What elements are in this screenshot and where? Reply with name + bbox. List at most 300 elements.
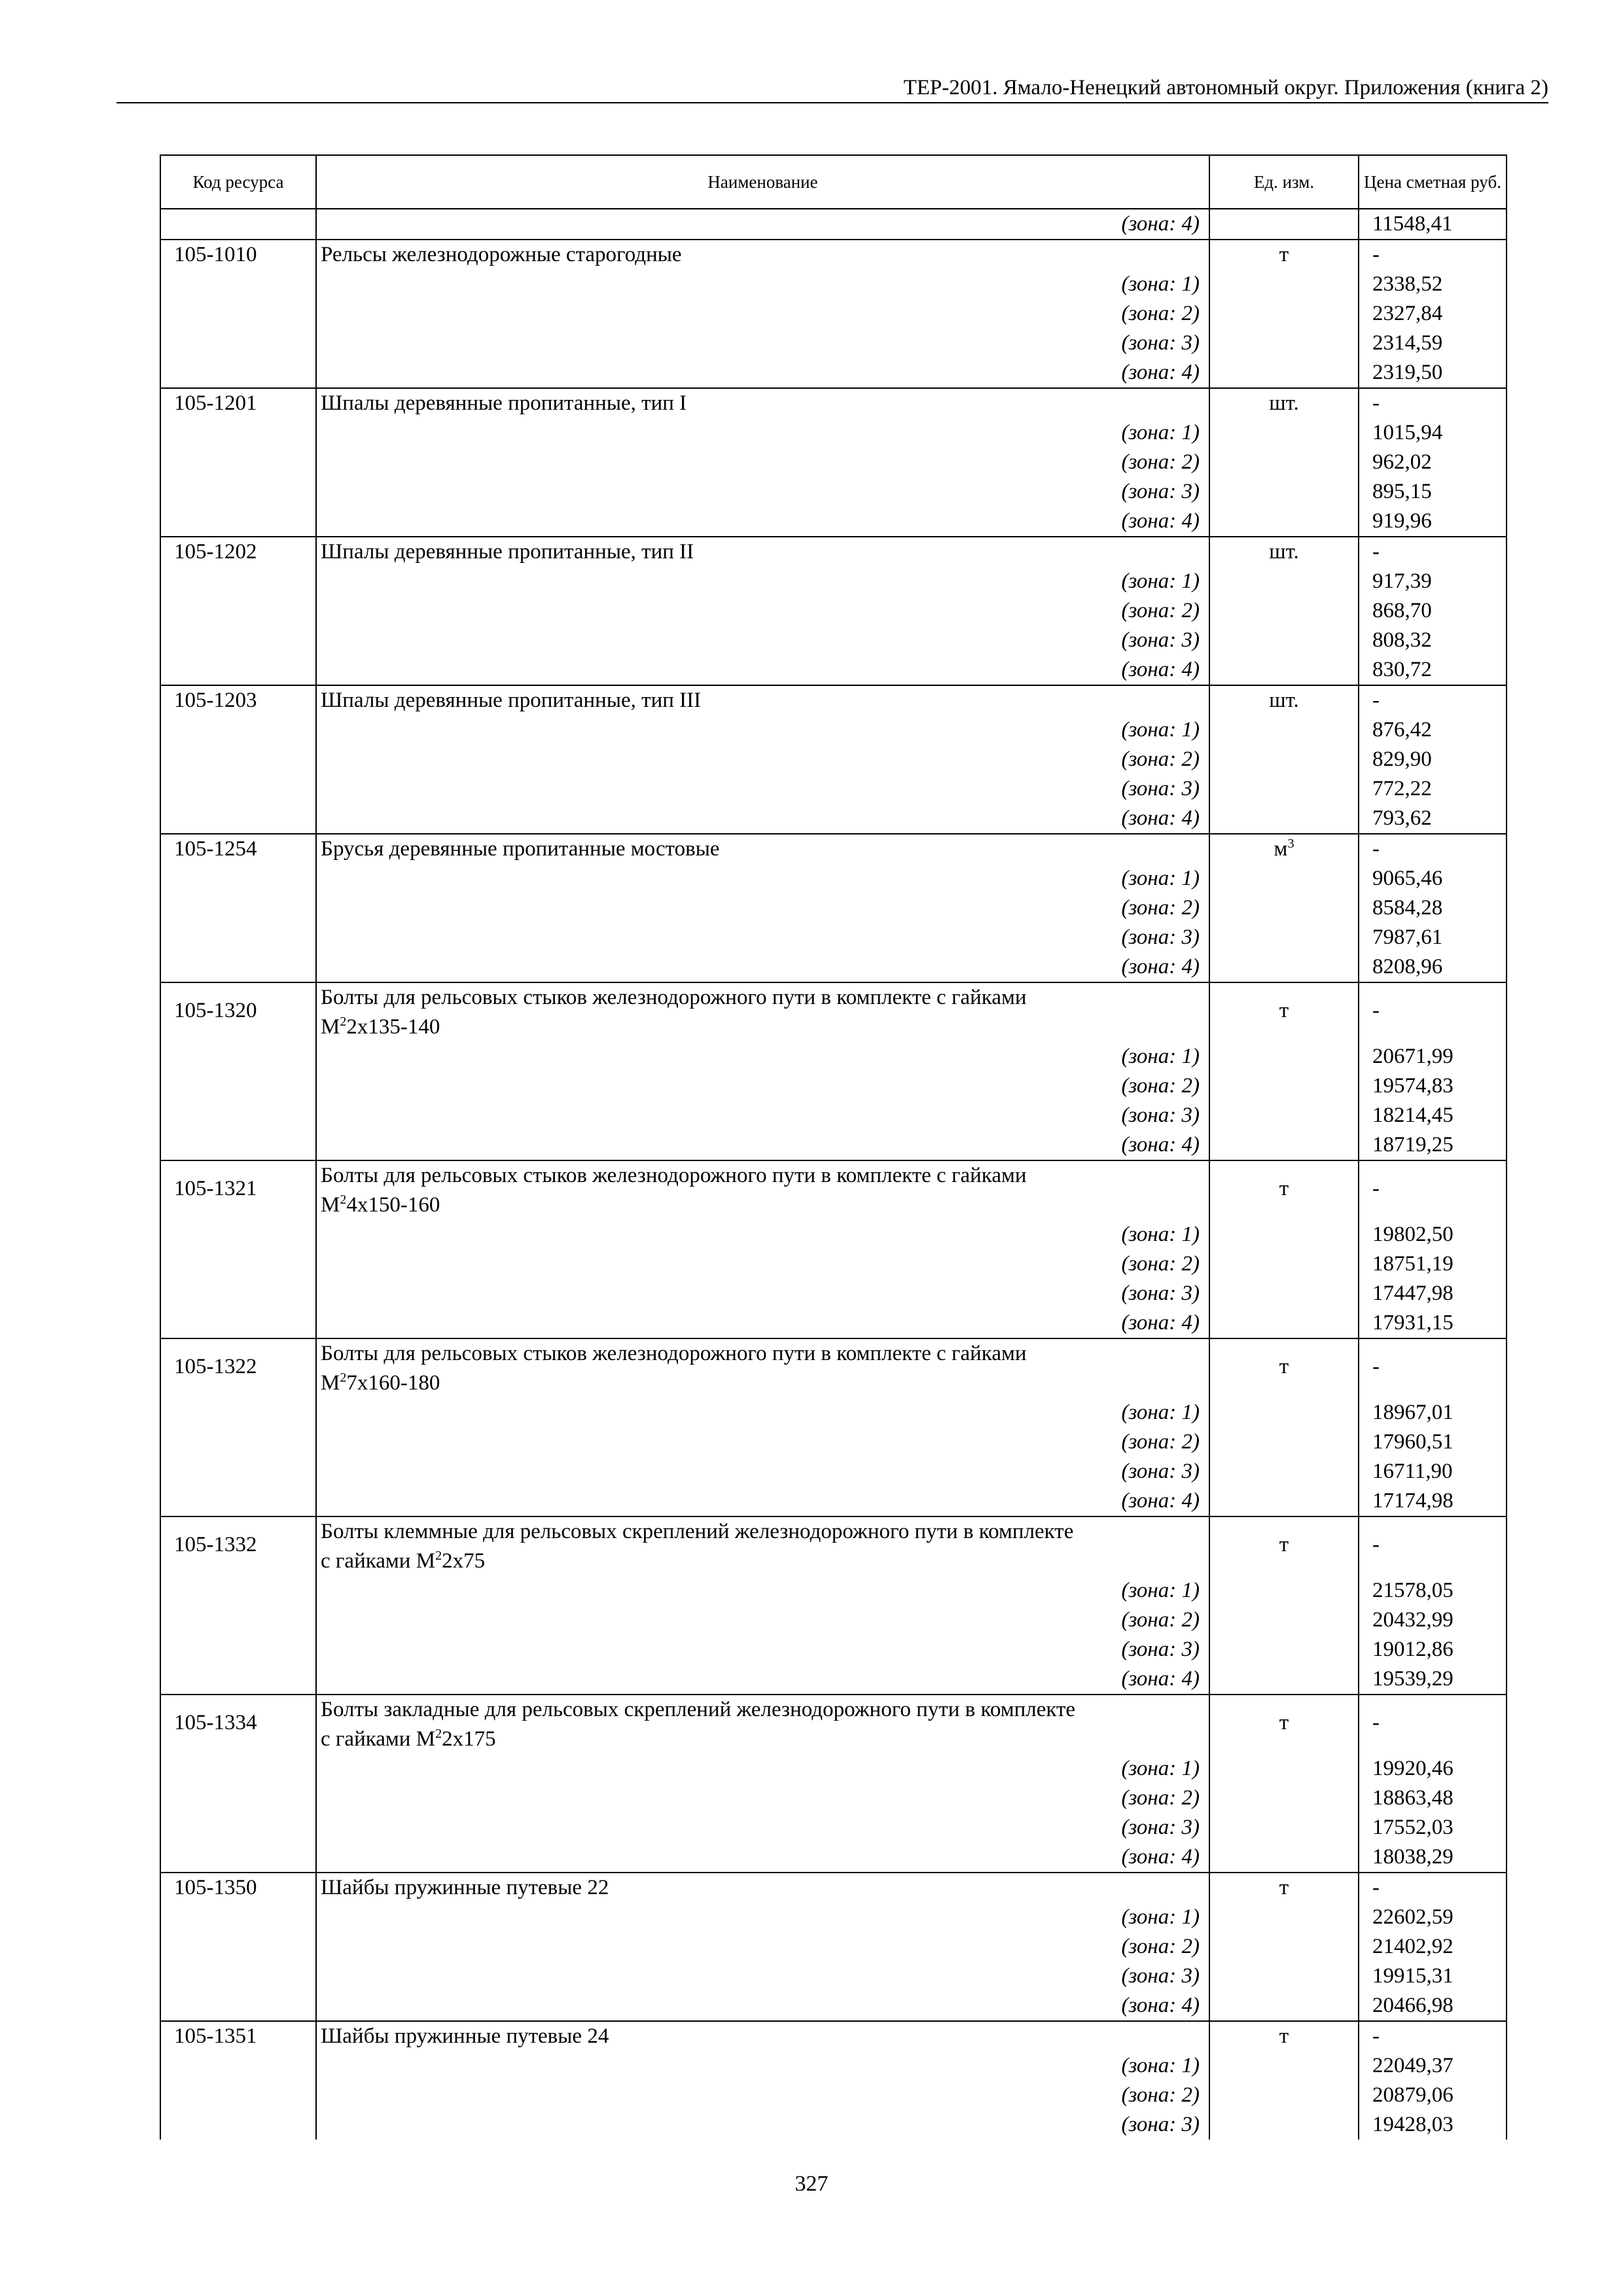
resource-name-line1: Болты для рельсовых стыков железнодорожного пути в комплекте с гайками — [321, 1164, 1027, 1187]
zone-label: (зона: 2) — [316, 1071, 1209, 1101]
price-value: 829,90 — [1359, 745, 1507, 774]
zone-label: (зона: 1) — [316, 1220, 1209, 1249]
table-row — [160, 537, 1507, 567]
zone-row — [160, 1220, 1507, 1249]
price-value: 2338,52 — [1359, 270, 1507, 299]
cell-unit — [1209, 2051, 1359, 2081]
cell-code — [160, 1486, 316, 1516]
cell-code — [160, 893, 316, 923]
resource-name-line2 — [321, 1725, 1205, 1754]
cell-code — [160, 745, 316, 774]
cell-code — [160, 1813, 316, 1842]
table-row — [160, 240, 1507, 270]
unit-text: т — [1279, 1533, 1289, 1556]
price-value: 17931,15 — [1359, 1308, 1507, 1338]
zone-row — [160, 567, 1507, 596]
cell-code — [160, 1754, 316, 1784]
cell-unit — [1209, 1784, 1359, 1813]
cell-code — [160, 567, 316, 596]
price-value: 2319,50 — [1359, 358, 1507, 388]
table-body — [160, 209, 1507, 2140]
name-part: 2х135-140 — [346, 1015, 440, 1039]
price-dash: - — [1359, 982, 1507, 1042]
price-value: 772,22 — [1359, 774, 1507, 804]
zone-label: (зона: 1) — [316, 1576, 1209, 1605]
cell-unit — [1209, 507, 1359, 537]
resource-name-line2 — [321, 1191, 1205, 1220]
zone-label: (зона: 3) — [316, 1457, 1209, 1486]
zone-label: (зона: 1) — [316, 1398, 1209, 1427]
zone-row — [160, 1398, 1507, 1427]
table-row — [160, 982, 1507, 1042]
resource-code: 105-1010 — [160, 240, 316, 270]
resource-name-line1: Болты для рельсовых стыков железнодорожного пути в комплекте с гайками — [321, 1342, 1027, 1365]
unit-text: т — [1279, 999, 1289, 1022]
unit-of-measure — [1209, 537, 1359, 567]
price-value: 22049,37 — [1359, 2051, 1507, 2081]
resource-name — [316, 982, 1209, 1042]
zone-row — [160, 1991, 1507, 2021]
cell-code — [160, 209, 316, 240]
cell-unit — [1209, 655, 1359, 685]
zone-row — [160, 270, 1507, 299]
cell-code — [160, 1249, 316, 1279]
zone-label: (зона: 2) — [316, 299, 1209, 329]
zone-label: (зона: 3) — [316, 1635, 1209, 1664]
unit-of-measure — [1209, 685, 1359, 715]
price-value: 16711,90 — [1359, 1457, 1507, 1486]
unit-text: шт. — [1269, 391, 1299, 415]
resource-code: 105-1202 — [160, 537, 316, 567]
page-number: 327 — [794, 2172, 829, 2196]
zone-row — [160, 299, 1507, 329]
cell-unit — [1209, 209, 1359, 240]
zone-label: (зона: 3) — [316, 774, 1209, 804]
cell-unit — [1209, 1042, 1359, 1071]
zone-label: (зона: 4) — [316, 1130, 1209, 1160]
cell-code — [160, 1308, 316, 1338]
zone-row — [160, 1457, 1507, 1486]
cell-unit — [1209, 567, 1359, 596]
zone-label: (зона: 2) — [316, 2081, 1209, 2110]
zone-label: (зона: 4) — [316, 1842, 1209, 1873]
zone-row — [160, 1279, 1507, 1308]
cell-unit — [1209, 1576, 1359, 1605]
zone-row — [160, 923, 1507, 952]
resource-name — [316, 1338, 1209, 1398]
zone-row — [160, 1605, 1507, 1635]
continuation-row — [160, 209, 1507, 240]
name-part: 7х160-180 — [346, 1371, 440, 1395]
zone-label: (зона: 4) — [316, 358, 1209, 388]
zone-row — [160, 2051, 1507, 2081]
zone-label: (зона: 4) — [316, 1308, 1209, 1338]
zone-row — [160, 418, 1507, 448]
cell-code — [160, 329, 316, 358]
zone-row — [160, 1903, 1507, 1932]
zone-label: (зона: 1) — [316, 1754, 1209, 1784]
resource-name: Шпалы деревянные пропитанные, тип III — [316, 685, 1209, 715]
zone-label: (зона: 4) — [316, 507, 1209, 537]
cell-unit — [1209, 477, 1359, 507]
unit-text: т — [1279, 1876, 1289, 1899]
price-dash: - — [1359, 685, 1507, 715]
cell-unit — [1209, 596, 1359, 626]
col-header-name: Наименование — [316, 155, 1209, 209]
price-value: 20879,06 — [1359, 2081, 1507, 2110]
resource-code: 105-1351 — [160, 2021, 316, 2051]
unit-text: шт. — [1269, 540, 1299, 564]
name-part: с гайками М — [321, 1549, 436, 1573]
price-dash: - — [1359, 1160, 1507, 1220]
zone-label: (зона: 4) — [316, 1991, 1209, 2021]
zone-label: (зона: 1) — [316, 2051, 1209, 2081]
unit-of-measure — [1209, 1873, 1359, 1903]
cell-code — [160, 1042, 316, 1071]
price-value: 21578,05 — [1359, 1576, 1507, 1605]
price-value: 18751,19 — [1359, 1249, 1507, 1279]
zone-row — [160, 1754, 1507, 1784]
resource-code: 105-1320 — [160, 982, 316, 1042]
cell-unit — [1209, 448, 1359, 477]
zone-row — [160, 1308, 1507, 1338]
unit-of-measure — [1209, 2021, 1359, 2051]
cell-code — [160, 1279, 316, 1308]
cell-unit — [1209, 1962, 1359, 1991]
cell-code — [160, 1635, 316, 1664]
cell-unit — [1209, 1279, 1359, 1308]
cell-unit — [1209, 1486, 1359, 1516]
cell-code — [160, 1220, 316, 1249]
cell-unit — [1209, 804, 1359, 834]
price-value: 917,39 — [1359, 567, 1507, 596]
zone-label: (зона: 1) — [316, 567, 1209, 596]
cell-code — [160, 1130, 316, 1160]
price-value: 876,42 — [1359, 715, 1507, 745]
col-header-code: Код ресурса — [160, 155, 316, 209]
zone-row — [160, 507, 1507, 537]
cell-unit — [1209, 1427, 1359, 1457]
zone-row — [160, 1784, 1507, 1813]
cell-code — [160, 2051, 316, 2081]
running-header: ТЕР-2001. Ямало-Ненецкий автономный округ. Приложения (книга 2) — [116, 73, 1548, 103]
table-row — [160, 1695, 1507, 1754]
zone-label: (зона: 3) — [316, 1279, 1209, 1308]
name-superscript: 2 — [340, 1014, 347, 1029]
zone-row — [160, 596, 1507, 626]
cell-code — [160, 1071, 316, 1101]
price-value: 11548,41 — [1359, 209, 1507, 240]
zone-label: (зона: 3) — [316, 923, 1209, 952]
unit-text: т — [1279, 1355, 1289, 1378]
zone-row — [160, 804, 1507, 834]
price-value: 19012,86 — [1359, 1635, 1507, 1664]
cell-code — [160, 655, 316, 685]
cell-unit — [1209, 358, 1359, 388]
name-part: с гайками М — [321, 1727, 436, 1751]
zone-label: (зона: 1) — [316, 715, 1209, 745]
price-value: 9065,46 — [1359, 864, 1507, 893]
price-dash: - — [1359, 537, 1507, 567]
resource-name-line1: Болты клеммные для рельсовых скреплений железнодорожного пути в комплекте — [321, 1520, 1074, 1543]
resource-code: 105-1332 — [160, 1516, 316, 1576]
price-value: 17960,51 — [1359, 1427, 1507, 1457]
price-value: 17174,98 — [1359, 1486, 1507, 1516]
cell-unit — [1209, 270, 1359, 299]
price-value: 919,96 — [1359, 507, 1507, 537]
unit-of-measure — [1209, 388, 1359, 418]
zone-row — [160, 745, 1507, 774]
price-value: 18038,29 — [1359, 1842, 1507, 1873]
cell-unit — [1209, 1220, 1359, 1249]
cell-code — [160, 1991, 316, 2021]
cell-unit — [1209, 1130, 1359, 1160]
unit-of-measure — [1209, 982, 1359, 1042]
zone-label: (зона: 4) — [316, 804, 1209, 834]
cell-unit — [1209, 299, 1359, 329]
zone-label: (зона: 3) — [316, 1813, 1209, 1842]
price-dash: - — [1359, 1516, 1507, 1576]
zone-label: (зона: 2) — [316, 1784, 1209, 1813]
zone-label: (зона: 3) — [316, 626, 1209, 655]
unit-superscript: 3 — [1287, 836, 1294, 851]
cell-code — [160, 596, 316, 626]
price-dash: - — [1359, 240, 1507, 270]
resource-name-line2 — [321, 1013, 1205, 1042]
zone-label: (зона: 2) — [316, 745, 1209, 774]
cell-code — [160, 1962, 316, 1991]
cell-unit — [1209, 774, 1359, 804]
zone-label: (зона: 2) — [316, 1932, 1209, 1962]
cell-code — [160, 626, 316, 655]
zone-row — [160, 358, 1507, 388]
zone-label: (зона: 2) — [316, 448, 1209, 477]
price-value: 1015,94 — [1359, 418, 1507, 448]
cell-code — [160, 2110, 316, 2140]
price-dash: - — [1359, 2021, 1507, 2051]
cell-unit — [1209, 1754, 1359, 1784]
table-row — [160, 2021, 1507, 2051]
name-part: М — [321, 1193, 340, 1217]
zone-row — [160, 1664, 1507, 1695]
price-value: 793,62 — [1359, 804, 1507, 834]
table-row — [160, 685, 1507, 715]
zone-label: (зона: 1) — [316, 1903, 1209, 1932]
zone-label: (зона: 1) — [316, 864, 1209, 893]
price-value: 18967,01 — [1359, 1398, 1507, 1427]
zone-label: (зона: 3) — [316, 477, 1209, 507]
cell-code — [160, 2081, 316, 2110]
zone-label: (зона: 3) — [316, 2110, 1209, 2140]
cell-unit — [1209, 2110, 1359, 2140]
zone-row — [160, 864, 1507, 893]
cell-code — [160, 864, 316, 893]
zone-row — [160, 477, 1507, 507]
cell-code — [160, 1664, 316, 1695]
resource-name-line1: Болты закладные для рельсовых скреплений железнодорожного пути в комплекте — [321, 1698, 1076, 1721]
table-row — [160, 834, 1507, 864]
price-value: 830,72 — [1359, 655, 1507, 685]
zone-row — [160, 1486, 1507, 1516]
zone-label: (зона: 4) — [316, 1664, 1209, 1695]
price-value: 18863,48 — [1359, 1784, 1507, 1813]
cell-unit — [1209, 1308, 1359, 1338]
table-header-row — [160, 155, 1507, 209]
zone-label: (зона: 1) — [316, 270, 1209, 299]
cell-unit — [1209, 1249, 1359, 1279]
zone-row — [160, 1576, 1507, 1605]
unit-text: м — [1274, 837, 1288, 861]
cell-code — [160, 1605, 316, 1635]
zone-row — [160, 1071, 1507, 1101]
name-superscript: 2 — [435, 1549, 442, 1563]
zone-row — [160, 1042, 1507, 1071]
resource-code: 105-1321 — [160, 1160, 316, 1220]
cell-code — [160, 1457, 316, 1486]
cell-unit — [1209, 893, 1359, 923]
zone-label: (зона: 3) — [316, 1962, 1209, 1991]
name-superscript: 2 — [340, 1193, 347, 1207]
zone-row — [160, 1249, 1507, 1279]
price-value: 21402,92 — [1359, 1932, 1507, 1962]
cell-unit — [1209, 1457, 1359, 1486]
resource-name: Брусья деревянные пропитанные мостовые — [316, 834, 1209, 864]
resource-name — [316, 1516, 1209, 1576]
cell-unit — [1209, 1813, 1359, 1842]
cell-code — [160, 1101, 316, 1130]
price-dash: - — [1359, 1695, 1507, 1754]
zone-label: (зона: 4) — [316, 1486, 1209, 1516]
name-part: 2х75 — [442, 1549, 486, 1573]
zone-label: (зона: 2) — [316, 1605, 1209, 1635]
name-part: 2х175 — [442, 1727, 496, 1751]
cell-unit — [1209, 1903, 1359, 1932]
name-superscript: 2 — [435, 1727, 442, 1741]
unit-of-measure — [1209, 1695, 1359, 1754]
cell-code — [160, 774, 316, 804]
price-value: 20432,99 — [1359, 1605, 1507, 1635]
price-value: 7987,61 — [1359, 923, 1507, 952]
price-value: 19574,83 — [1359, 1071, 1507, 1101]
cell-unit — [1209, 923, 1359, 952]
cell-unit — [1209, 1635, 1359, 1664]
cell-unit — [1209, 329, 1359, 358]
zone-row — [160, 1427, 1507, 1457]
cell-code — [160, 418, 316, 448]
table-row — [160, 1516, 1507, 1576]
zone-row — [160, 2110, 1507, 2140]
zone-row — [160, 893, 1507, 923]
zone-label: (зона: 4) — [316, 952, 1209, 982]
price-value: 22602,59 — [1359, 1903, 1507, 1932]
price-value: 19915,31 — [1359, 1962, 1507, 1991]
resource-code: 105-1322 — [160, 1338, 316, 1398]
resource-code: 105-1203 — [160, 685, 316, 715]
unit-of-measure — [1209, 834, 1359, 864]
table-row — [160, 1873, 1507, 1903]
cell-unit — [1209, 1071, 1359, 1101]
resource-name: Шпалы деревянные пропитанные, тип I — [316, 388, 1209, 418]
resource-name: Рельсы железнодорожные старогодные — [316, 240, 1209, 270]
price-value: 19802,50 — [1359, 1220, 1507, 1249]
cell-unit — [1209, 864, 1359, 893]
cell-unit — [1209, 418, 1359, 448]
zone-row — [160, 1101, 1507, 1130]
zone-row — [160, 1962, 1507, 1991]
price-value: 8584,28 — [1359, 893, 1507, 923]
name-superscript: 2 — [340, 1371, 347, 1385]
zone-row — [160, 715, 1507, 745]
cell-unit — [1209, 1991, 1359, 2021]
price-value: 2314,59 — [1359, 329, 1507, 358]
table-row — [160, 1160, 1507, 1220]
cell-code — [160, 448, 316, 477]
unit-text: т — [1279, 1177, 1289, 1200]
unit-text: т — [1279, 243, 1289, 266]
name-part: М — [321, 1015, 340, 1039]
zone-label: (зона: 2) — [316, 1427, 1209, 1457]
price-dash: - — [1359, 1873, 1507, 1903]
col-header-price: Цена сметная руб. — [1359, 155, 1507, 209]
cell-unit — [1209, 1398, 1359, 1427]
cell-unit — [1209, 952, 1359, 982]
price-value: 17552,03 — [1359, 1813, 1507, 1842]
cell-code — [160, 1842, 316, 1873]
price-value: 20466,98 — [1359, 1991, 1507, 2021]
zone-label: (зона: 3) — [316, 329, 1209, 358]
price-value: 18214,45 — [1359, 1101, 1507, 1130]
unit-text: шт. — [1269, 689, 1299, 712]
price-value: 18719,25 — [1359, 1130, 1507, 1160]
resource-name-line2 — [321, 1369, 1205, 1398]
zone-row — [160, 1813, 1507, 1842]
cell-code — [160, 715, 316, 745]
cell-unit — [1209, 745, 1359, 774]
resource-code: 105-1350 — [160, 1873, 316, 1903]
zone-label: (зона: 1) — [316, 1042, 1209, 1071]
cell-unit — [1209, 1101, 1359, 1130]
cell-unit — [1209, 2081, 1359, 2110]
price-value: 19539,29 — [1359, 1664, 1507, 1695]
price-dash: - — [1359, 1338, 1507, 1398]
price-value: 19428,03 — [1359, 2110, 1507, 2140]
zone-row — [160, 448, 1507, 477]
cell-code — [160, 358, 316, 388]
price-value: 895,15 — [1359, 477, 1507, 507]
price-value: 2327,84 — [1359, 299, 1507, 329]
resource-name-line2 — [321, 1547, 1205, 1576]
cell-code — [160, 1398, 316, 1427]
zone-row — [160, 1635, 1507, 1664]
name-part: 4х150-160 — [346, 1193, 440, 1217]
zone-row — [160, 2081, 1507, 2110]
cell-code — [160, 1576, 316, 1605]
zone-row — [160, 655, 1507, 685]
price-value: 808,32 — [1359, 626, 1507, 655]
zone-label: (зона: 3) — [316, 1101, 1209, 1130]
zone-label: (зона: 2) — [316, 1249, 1209, 1279]
cell-unit — [1209, 1664, 1359, 1695]
zone-row — [160, 774, 1507, 804]
cell-code — [160, 923, 316, 952]
resource-name: Шайбы пружинные путевые 22 — [316, 1873, 1209, 1903]
cell-code — [160, 804, 316, 834]
cell-unit — [1209, 1605, 1359, 1635]
zone-row — [160, 1842, 1507, 1873]
name-part: М — [321, 1371, 340, 1395]
cell-unit — [1209, 1842, 1359, 1873]
resource-name — [316, 1160, 1209, 1220]
